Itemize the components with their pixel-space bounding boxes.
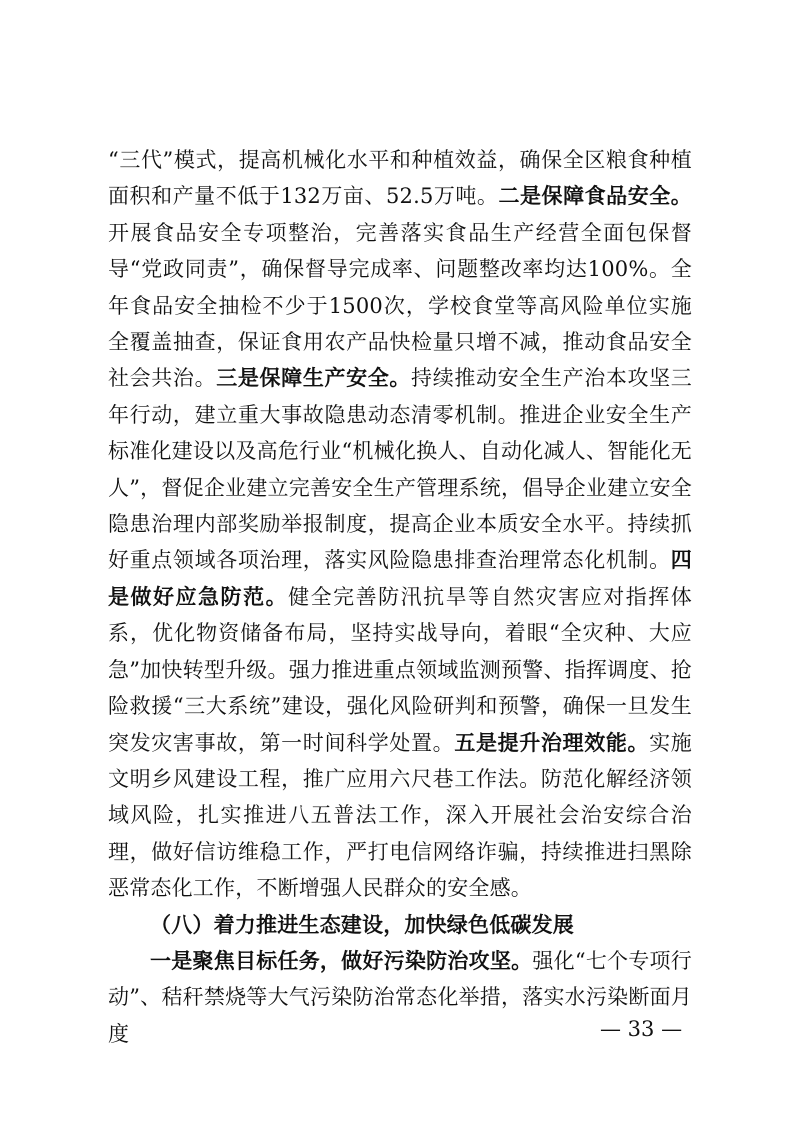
bold-lead-pollution: 一是聚焦目标任务，做好污染防治攻坚。 [150,947,533,973]
text-segment: 健全完善防汛抗旱等自然灾害应对指挥体系，优化物资储备布局，坚持实战导向，着眼“全灾种、大应急”加快转型升级。强力推进重点领域监测预警、指挥调度、抢险救援“三大系统”建设，强化风险研判和预警，确保一旦发生突发灾害事故，第一时间科学处置。 [108,584,692,755]
paragraph-food-and-safety [108,142,692,907]
text-segment: 持续推动安全生产治本攻坚三年行动，建立重大事故隐患动态清零机制。推进企业安全生产标准化建设以及高危行业“机械化换人、自动化减人、智能化无人”，督促企业建立完善安全生产管理系统，倡导企业建立安全隐患治理内部奖励举报制度，提高企业本质安全水平。持续抓好重点领域各项治理，落实风险隐患排查治理常态化机制。 [108,366,692,573]
page-number: — 33 — [600,1017,683,1041]
bold-lead-governance: 五是提升治理效能。 [454,729,650,755]
text-segment: “三代”模式，提高机械化水平和种植效益，确保全区粮食种植面积和产量不低于132万亩、52.5万吨。 [108,148,692,209]
bold-lead-emergency: 四是做好应急防范。 [108,547,692,609]
text-segment: 强化“七个专项行动”、秸秆禁烧等大气污染防治常态化举措，落实水污染断面月度 [108,948,692,1046]
text-segment: 开展食品安全专项整治，完善落实食品生产经营全面包保督导“党政同责”，确保督导完成率、问题整改率均达100%。全年食品安全抽检不少于1500次，学校食堂等高风险单位实施全覆盖抽查，保证食用农产品快检量只增不减，推动食品安全社会共治。 [108,220,692,391]
bold-lead-production-safety: 三是保障生产安全。 [216,365,412,391]
bold-lead-food-safety: 二是保障食品安全。 [498,183,692,209]
text-segment: 实施文明乡风建设工程，推广应用六尺巷工作法。防范化解经济领域风险，扎实推进八五普法工作，深入开展社会治安综合治理，做好信访维稳工作，严打电信网络诈骗，持续推进扫黑除恶常态化工作，不断增强人民群众的安全感。 [108,730,692,901]
section-heading: （八）着力推进生态建设，加快绿色低碳发展 [150,912,574,937]
body-text [108,142,692,1052]
